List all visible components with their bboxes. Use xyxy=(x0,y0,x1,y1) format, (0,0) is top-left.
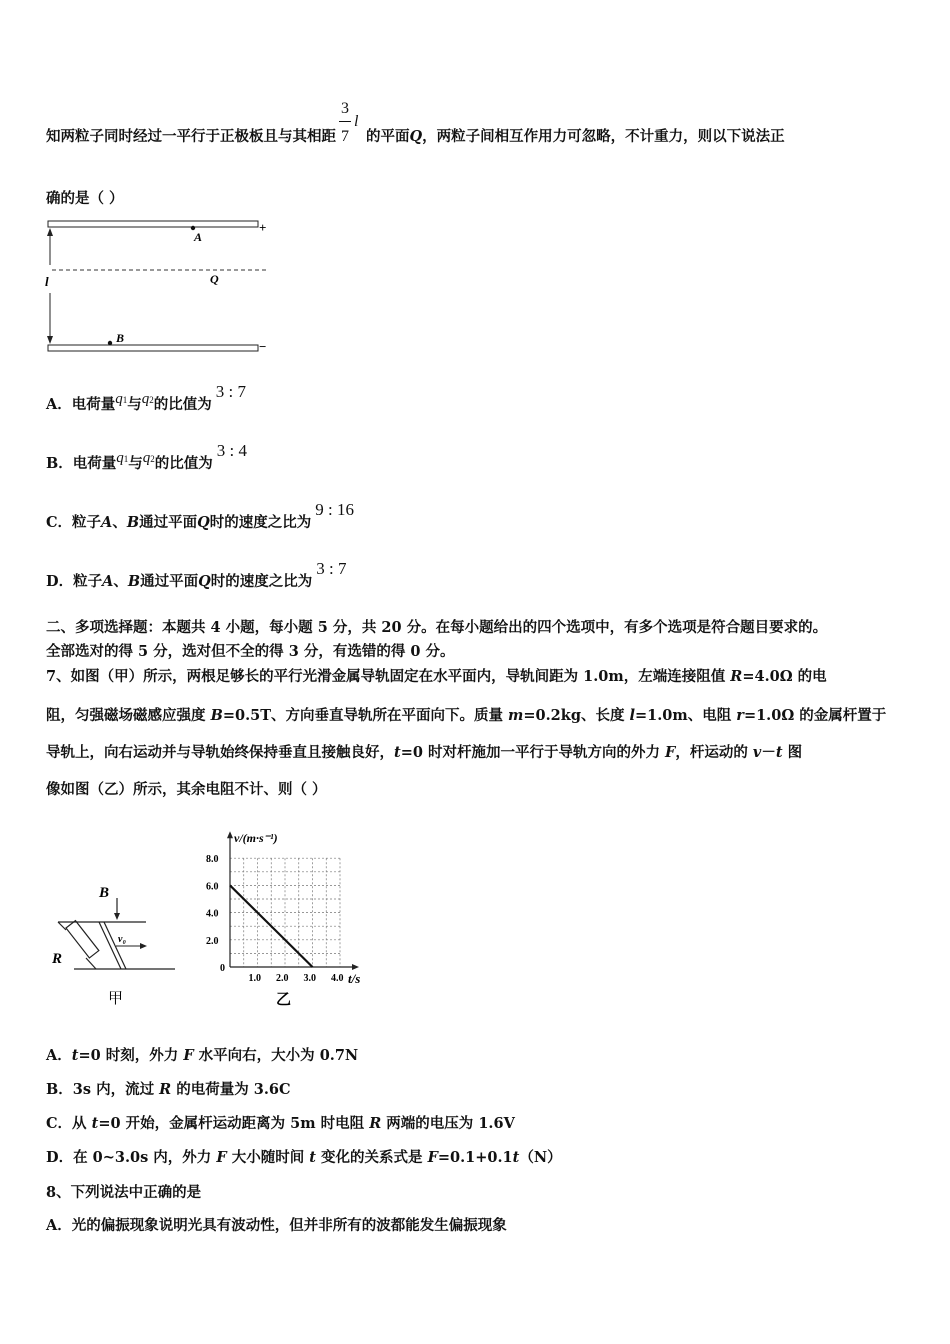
option-ratio: 3 : 7 xyxy=(316,559,347,578)
particle-b-symbol: B xyxy=(127,573,141,590)
label-minus: − xyxy=(259,339,267,354)
option-ratio: 3 : 7 xyxy=(215,382,246,401)
q7-option-b xyxy=(46,1079,291,1101)
y-axis-label: v/(m·s⁻¹) xyxy=(234,831,278,846)
label-a: A xyxy=(194,230,203,244)
option-text: 从 xyxy=(72,1115,92,1132)
q2-symbol: q2 xyxy=(142,450,155,466)
symbol-f: F xyxy=(427,1149,438,1166)
option-separator: 、 xyxy=(113,573,128,590)
symbol-l: l xyxy=(629,707,636,724)
option-text: 通过平面 xyxy=(139,514,198,531)
particle-a-symbol: A xyxy=(101,514,113,531)
option-text: =0 开始，金属杆运动距离为 5m 时电阻 xyxy=(98,1115,370,1132)
option-letter: C． xyxy=(46,1115,73,1132)
option-text: =0.1+0.1 xyxy=(437,1149,513,1166)
q6-option-a xyxy=(46,382,246,417)
velocity-arrow-head xyxy=(140,943,147,949)
symbol-t: t xyxy=(309,1149,316,1166)
arrow-down-head xyxy=(47,336,53,344)
fraction-denominator: 7 xyxy=(341,128,349,145)
label-v0: v₀ xyxy=(118,934,126,945)
option-ratio: 3 : 4 xyxy=(216,441,247,460)
q6-option-c xyxy=(46,500,354,534)
intro-text-1: 知两粒子同时经过一平行于正极板且与其相距 xyxy=(46,128,336,145)
symbol-f: F xyxy=(665,744,676,761)
option-text: 大小随时间 xyxy=(226,1149,310,1166)
q1-symbol: q1 xyxy=(116,450,129,466)
option-text: 的比值为 xyxy=(153,396,212,413)
fraction-variable: l xyxy=(354,113,359,130)
particle-b-dot xyxy=(108,341,112,345)
fraction-3-7-l xyxy=(336,100,359,147)
q7-text: 图 xyxy=(782,744,803,761)
symbol-v: v xyxy=(752,744,762,761)
q6-option-d xyxy=(46,559,347,593)
positive-plate xyxy=(48,221,258,227)
label-q: Q xyxy=(210,272,219,286)
option-text: =0 时刻，外力 xyxy=(78,1047,184,1064)
left-rail-top xyxy=(58,922,66,930)
option-letter: D． xyxy=(46,1149,74,1166)
field-arrow-head xyxy=(114,913,120,920)
option-text: 通过平面 xyxy=(140,573,199,590)
intro-text-3: ，两粒子间相互作用力可忽略，不计重力，则以下说法正 xyxy=(422,128,785,145)
y-tick-label: 0 xyxy=(220,963,225,974)
q7-text: =4.0Ω 的电 xyxy=(742,668,827,685)
negative-plate xyxy=(48,345,258,351)
rail-diagram-jia xyxy=(44,880,184,1010)
q7-line-2 xyxy=(46,705,886,727)
option-letter: A． xyxy=(46,396,72,413)
q7-line-1 xyxy=(46,666,827,688)
option-text: 两端的电压为 1.6V xyxy=(381,1115,515,1132)
option-letter: B． xyxy=(46,455,73,472)
label-r-resistor: R xyxy=(52,951,63,967)
intro-plane: Q xyxy=(409,128,423,145)
option-text: 与 xyxy=(128,455,143,472)
label-l: l xyxy=(45,274,49,289)
q8-stem: 8、下列说法中正确的是 xyxy=(46,1184,202,1201)
section2-heading-line-2: 全部选对的得 5 分，选对但不全的得 3 分，有选错的得 0 分。 xyxy=(46,643,455,660)
particle-b-symbol: B xyxy=(126,514,140,531)
option-letter: B． xyxy=(46,1081,73,1098)
symbol-t: t xyxy=(71,1047,79,1064)
option-text: 时的速度之比为 xyxy=(209,514,312,531)
q7-text: =1.0m、电阻 xyxy=(635,707,737,724)
option-text: 电荷量 xyxy=(72,455,117,472)
x-tick-label: 1.0 xyxy=(248,973,261,984)
q7-text: ，杆运动的 xyxy=(675,744,753,761)
option-text: 变化的关系式是 xyxy=(315,1149,428,1166)
label-plus: + xyxy=(259,220,267,235)
option-text: 与 xyxy=(127,396,142,413)
x-axis-label: t/s xyxy=(348,971,361,986)
symbol-t: t xyxy=(775,744,783,761)
label-b: B xyxy=(116,331,125,345)
q2-symbol: q2 xyxy=(141,391,154,407)
plane-symbol: Q xyxy=(198,573,211,590)
particle-a-symbol: A xyxy=(102,573,114,590)
q7-text: =0.5T、方向垂直导轨所在平面向下。质量 xyxy=(222,707,509,724)
option-letter: C． xyxy=(46,514,73,531)
symbol-f: F xyxy=(216,1149,227,1166)
q7-text: 7、如图（甲）所示，两根足够长的平行光滑金属导轨固定在水平面内，导轨间距为 1.0m，左端连接阻值 xyxy=(46,668,731,685)
x-tick-label: 3.0 xyxy=(303,973,316,984)
option-text: 的比值为 xyxy=(154,455,213,472)
q7-text: =0.2kg、长度 xyxy=(523,707,630,724)
option-ratio: 9 : 16 xyxy=(315,500,354,519)
symbol-r: R xyxy=(730,668,743,685)
velocity-time-chart xyxy=(196,822,386,1012)
q7-text: － xyxy=(761,744,776,761)
y-tick-label: 4.0 xyxy=(206,908,219,920)
q7-text: 阻，匀强磁场磁感应强度 xyxy=(46,707,211,724)
q7-option-d xyxy=(46,1147,562,1169)
option-letter: D． xyxy=(46,573,74,590)
q7-text: =0 时对杆施加一平行于导轨方向的外力 xyxy=(400,744,666,761)
symbol-m: m xyxy=(508,707,524,724)
option-text: 粒子 xyxy=(72,514,102,531)
symbol-r-small: r xyxy=(736,707,744,724)
section2-heading-line-1: 二、多项选择题：本题共 4 小题，每小题 5 分，共 20 分。在每小题给出的四个选项中，有多个选项是符合题目要求的。 xyxy=(46,619,828,636)
option-text: 的电荷量为 3.6C xyxy=(171,1081,291,1098)
symbol-r: R xyxy=(159,1081,172,1098)
q8-option-a: A．光的偏振现象说明光具有波动性，但并非所有的波都能发生偏振现象 xyxy=(46,1217,507,1234)
x-tick-label: 4.0 xyxy=(331,973,344,984)
y-tick-label: 2.0 xyxy=(206,935,219,947)
q7-text: =1.0Ω 的金属杆置于 xyxy=(743,707,887,724)
caption-yi: 乙 xyxy=(276,992,292,1008)
q7-option-a xyxy=(46,1045,358,1067)
capacitor-figure xyxy=(40,215,280,360)
option-text: 时的速度之比为 xyxy=(210,573,313,590)
symbol-t: t xyxy=(512,1149,520,1166)
left-rail-bottom xyxy=(86,958,96,969)
q7-line-4: 像如图（乙）所示，其余电阻不计、则（ ） xyxy=(46,781,327,798)
option-text: 水平向右，大小为 0.7N xyxy=(193,1047,359,1064)
option-letter: A． xyxy=(46,1047,72,1064)
intro-text-2: 的平面 xyxy=(366,128,410,145)
option-text: 电荷量 xyxy=(71,396,116,413)
y-axis-arrow xyxy=(227,831,233,838)
symbol-b: B xyxy=(210,707,223,724)
y-tick-label: 6.0 xyxy=(206,881,219,893)
q1-symbol: q1 xyxy=(115,391,128,407)
y-tick-label: 8.0 xyxy=(206,854,219,866)
symbol-r: R xyxy=(369,1115,382,1132)
x-tick-label: 2.0 xyxy=(276,973,289,984)
q7-text: 导轨上，向右运动并与导轨始终保持垂直且接触良好， xyxy=(46,744,394,761)
option-separator: 、 xyxy=(112,514,127,531)
caption-jia: 甲 xyxy=(108,991,124,1007)
fraction-numerator: 3 xyxy=(341,100,349,117)
arrow-up-head xyxy=(47,228,53,236)
symbol-f: F xyxy=(183,1047,194,1064)
intro-line-1 xyxy=(46,100,785,148)
resistor xyxy=(66,921,99,958)
symbol-t: t xyxy=(394,744,401,761)
q7-line-3 xyxy=(46,742,802,764)
option-text: 3s 内，流过 xyxy=(72,1081,160,1098)
x-axis-arrow xyxy=(352,964,359,970)
option-text: 在 0~3.0s 内，外力 xyxy=(73,1149,217,1166)
q7-option-c xyxy=(46,1113,515,1135)
intro-line-2: 确的是（ ） xyxy=(46,190,124,207)
label-b-field: B xyxy=(99,885,110,901)
symbol-t: t xyxy=(91,1115,99,1132)
option-text: （N） xyxy=(519,1149,562,1166)
option-text: 粒子 xyxy=(73,573,103,590)
q6-option-b xyxy=(46,441,247,476)
plane-symbol: Q xyxy=(197,514,210,531)
